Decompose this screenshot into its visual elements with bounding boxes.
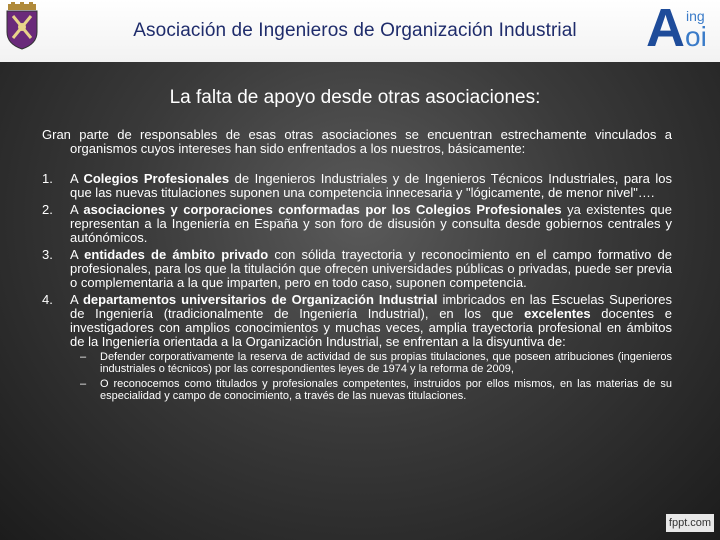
item-prefix: A (70, 247, 85, 262)
item-number: 2. (42, 202, 53, 217)
sub-item-text: Defender corporativamente la reserva de actividad de sus propias titulaciones, que poseen atribuciones (ingenieros industriales o técnicos) por las correspondientes leyes de 1974 y la reforma de 2009, (100, 351, 672, 375)
item-prefix: A (70, 202, 84, 217)
list-item (42, 172, 672, 200)
numbered-list (42, 172, 672, 402)
item-number: 1. (42, 171, 53, 186)
slide-title: La falta de apoyo desde otras asociaciones: (169, 87, 541, 108)
sub-item-text: O reconocemos como titulados y profesionales competentes, instruidos por ellos mismos, en las materias de su especialidad y campo de conocimiento, a través de las nuevas titulaciones. (100, 378, 672, 402)
item-text: con sólida trayectoria y reconocimiento en el campo formativo de profesionales, para los que la titulación que ofrecen universidades públicas o privadas, puede ser previa o complementaria a la que imparten, pero en todo caso, suponen competencia. (70, 247, 672, 290)
item-number: 3. (42, 247, 53, 262)
item-text: de Ingenieros Industriales y de Ingenieros Técnicos Industriales, para los que las nuevas titulaciones suponen una competencia innecesaria y "lógicamente, de menor nivel"…. (70, 171, 672, 200)
item-bold: departamentos universitarios de Organización Industrial (82, 292, 438, 307)
dash-bullet: – (80, 378, 87, 390)
item-prefix: A (70, 171, 84, 186)
item-bold: entidades de ámbito privado (84, 247, 269, 262)
organization-title: Asociación de Ingenieros de Organización Industrial (133, 20, 577, 41)
item-bold: Colegios Profesionales (83, 171, 230, 186)
item-text: imbricados en las Escuelas Superiores de Ingeniería (tradicionalmente de Ingeniería Industrial), en los que (70, 292, 673, 321)
intro-paragraph: Gran parte de responsables de esas otras asociaciones se encuentran estrechamente vinculados a organismos cuyos intereses han sido enfrentados a los nuestros, básicamente: (42, 127, 672, 156)
slide-body (42, 128, 672, 405)
logo-letter: A (646, 0, 685, 58)
sub-list (70, 351, 672, 402)
logo-small-top: ing (686, 8, 705, 24)
list-item (42, 248, 672, 290)
item-text-2: docentes e investigadores con amplios conocimientos y muchas veces, amplia trayectoria profesional en ámbitos de la Ingeniería orientada a la Organización Industrial, se enfrentan a la disyuntiva de: (70, 306, 672, 349)
fppt-watermark: fppt.com (666, 514, 714, 532)
dash-bullet: – (80, 351, 87, 363)
item-number: 4. (42, 292, 53, 307)
sub-list-item (70, 378, 672, 402)
sub-list-item (70, 351, 672, 375)
list-item (42, 203, 672, 245)
item-bold-2: excelentes (524, 306, 591, 321)
item-prefix: A (70, 292, 83, 307)
header-bar (0, 0, 720, 62)
logo-small-bottom: oi (685, 21, 707, 52)
item-text: ya existentes que representan a la Ingeniería en España y son foro de disusión y consulta desde gobiernos centrales y autónómicos. (70, 202, 672, 245)
item-bold: asociaciones y corporaciones conformadas por los Colegios Profesionales (83, 202, 562, 217)
list-item (42, 293, 672, 402)
aioi-logo (646, 0, 716, 58)
